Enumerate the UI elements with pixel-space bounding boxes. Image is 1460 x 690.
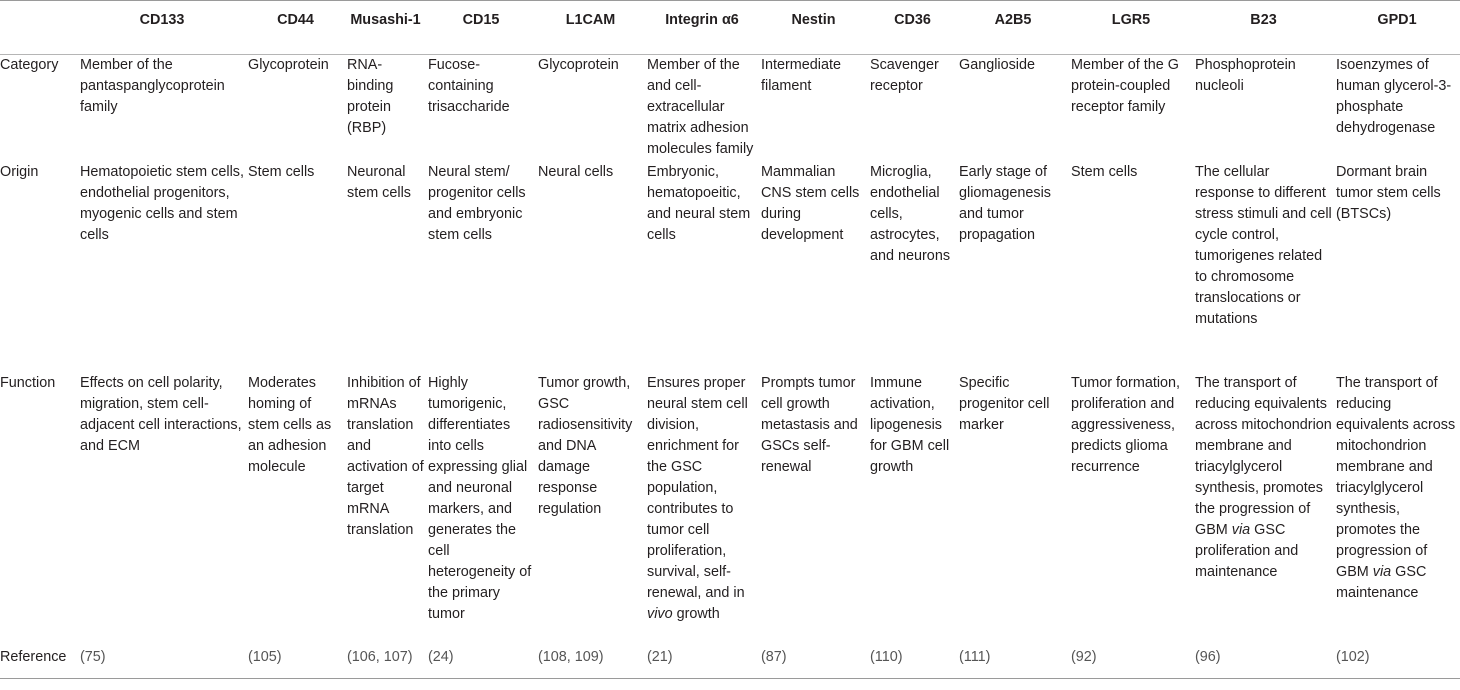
table-cell: The cellular response to different stress stimuli and cell cycle control, tumorigenes related to chromosome translocations or mutations — [1195, 164, 1332, 327]
reference-cell[interactable]: (108, 109) — [536, 647, 645, 678]
column-header: A2B5 — [957, 1, 1069, 55]
table-cell: RNA-binding protein (RBP) — [347, 57, 394, 136]
table-cell: Highly tumorigenic, differentiates into cells expressing glial and neuronal markers, and generates the cell heterogeneity of the primary tumor — [428, 375, 532, 622]
reference-cell[interactable]: (105) — [246, 647, 345, 678]
table-cell: Neural stem/ progenitor cells and embryonic stem cells — [428, 164, 526, 243]
table-cell: Specific progenitor cell marker — [959, 375, 1050, 433]
header-row — [0, 1, 1460, 55]
table-cell: Scavenger receptor — [870, 57, 939, 94]
table-row-origin — [0, 162, 1460, 373]
table-cell: Tumor formation, proliferation and aggressiveness, predicts glioma recurrence — [1071, 375, 1181, 475]
table-cell: Early stage of gliomagenesis and tumor propagation — [959, 164, 1051, 243]
column-header: CD15 — [426, 1, 536, 55]
table-cell: Phosphoprotein nucleoli — [1195, 57, 1296, 94]
table-cell: The transport of reducing equivalents across mitochondrion membrane and triacylglycerol synthesis, promotes the progression of GBM via GSC proliferation and maintenance — [1195, 375, 1332, 580]
table-cell: Tumor growth, GSC radiosensitivity and DNA damage response regulation — [538, 375, 633, 517]
table-row-reference — [0, 647, 1460, 678]
column-header: Integrin α6 — [645, 1, 759, 55]
reference-cell[interactable]: (102) — [1334, 647, 1460, 678]
column-header: CD44 — [246, 1, 345, 55]
table-cell: Member of the G protein-coupled receptor family — [1071, 57, 1179, 115]
table-cell: Fucose-containing trisaccharide — [428, 57, 510, 115]
table-cell: Stem cells — [248, 164, 315, 180]
table-cell: Ensures proper neural stem cell division, enrichment for the GSC population, contributes to tumor cell proliferation, survival, self-renewal, and in vivo growth — [647, 375, 748, 622]
reference-cell[interactable]: (111) — [957, 647, 1069, 678]
table-cell: Intermediate filament — [761, 57, 841, 94]
reference-cell[interactable]: (24) — [426, 647, 536, 678]
row-label: Reference — [0, 647, 78, 678]
row-label: Function — [0, 375, 56, 391]
row-label: Category — [0, 57, 59, 73]
reference-cell[interactable]: (21) — [645, 647, 759, 678]
table-cell: Inhibition of mRNAs translation and activation of target mRNA translation — [347, 375, 424, 538]
column-header: Nestin — [759, 1, 868, 55]
table-cell: Prompts tumor cell growth metastasis and GSCs self-renewal — [761, 375, 858, 475]
table-cell: Embryonic, hematopoeitic, and neural stem cells — [647, 164, 751, 243]
table-cell: Member of the and cell-extracellular matrix adhesion molecules family — [647, 57, 754, 157]
table-cell: Stem cells — [1071, 164, 1138, 180]
table-cell: Member of the pantaspanglycoprotein family — [80, 57, 225, 115]
column-header: CD36 — [868, 1, 957, 55]
table-row-category — [0, 55, 1460, 163]
table-cell: Neural cells — [538, 164, 614, 180]
reference-cell[interactable]: (110) — [868, 647, 957, 678]
table-cell: Neuronal stem cells — [347, 164, 411, 201]
header-empty — [0, 1, 78, 55]
column-header: L1CAM — [536, 1, 645, 55]
table-cell: Mammalian CNS stem cells during development — [761, 164, 860, 243]
column-header: CD133 — [78, 1, 246, 55]
table-cell: Ganglioside — [959, 57, 1036, 73]
table-cell: Isoenzymes of human glycerol-3-phosphate dehydrogenase — [1336, 57, 1452, 136]
table-cell: Microglia, endothelial cells, astrocytes, and neurons — [870, 164, 951, 264]
row-label: Origin — [0, 164, 39, 180]
reference-cell[interactable]: (96) — [1193, 647, 1334, 678]
table-row-function — [0, 373, 1460, 647]
table-cell: Hematopoietic stem cells, endothelial progenitors, myogenic cells and stem cells — [80, 164, 244, 243]
table-cell: The transport of reducing equivalents across mitochondrion membrane and triacylglycerol synthesis, promotes the progression of GBM via GSC maintenance — [1336, 375, 1456, 601]
table-cell: Glycoprotein — [248, 57, 329, 73]
table-cell: Glycoprotein — [538, 57, 619, 73]
table-cell: Immune activation, lipogenesis for GBM cell growth — [870, 375, 950, 475]
reference-cell[interactable]: (92) — [1069, 647, 1193, 678]
reference-cell[interactable]: (106, 107) — [345, 647, 426, 678]
table-cell: Effects on cell polarity, migration, stem cell-adjacent cell interactions, and ECM — [80, 375, 242, 454]
column-header: Musashi-1 — [345, 1, 426, 55]
column-header: LGR5 — [1069, 1, 1193, 55]
reference-cell[interactable]: (87) — [759, 647, 868, 678]
table-cell: Dormant brain tumor stem cells (BTSCs) — [1336, 164, 1441, 222]
column-header: GPD1 — [1334, 1, 1460, 55]
reference-cell[interactable]: (75) — [78, 647, 246, 678]
table-cell: Moderates homing of stem cells as an adhesion molecule — [248, 375, 332, 475]
column-header: B23 — [1193, 1, 1334, 55]
